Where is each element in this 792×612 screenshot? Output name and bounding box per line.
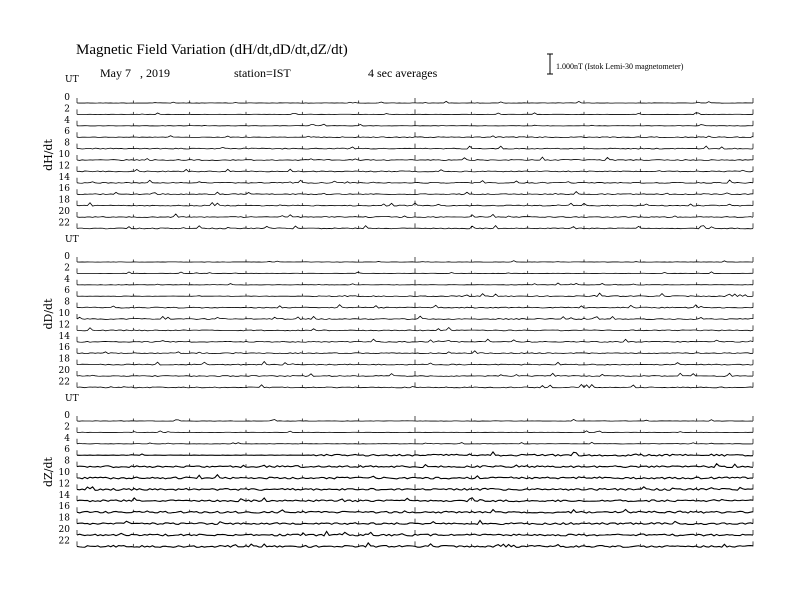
trace-row xyxy=(59,343,753,353)
row-label: 6 xyxy=(64,127,70,138)
row-label: 14 xyxy=(58,331,70,342)
trace-row xyxy=(64,263,753,273)
trace-row xyxy=(64,139,753,149)
row-label: 18 xyxy=(58,195,70,206)
row-label: 6 xyxy=(64,445,70,456)
trace-row xyxy=(59,468,753,479)
station-label: station=IST xyxy=(234,66,291,80)
trace-row xyxy=(64,434,753,444)
trace-row xyxy=(59,536,753,547)
trace-row xyxy=(59,332,753,342)
row-label: 6 xyxy=(64,286,70,297)
row-label: 22 xyxy=(58,377,70,388)
row-label: 20 xyxy=(58,207,70,217)
trace-row xyxy=(59,320,753,330)
row-label: 2 xyxy=(64,422,70,433)
averaging-label: 4 sec averages xyxy=(368,66,438,80)
trace-row xyxy=(64,457,753,468)
ut-label: UT xyxy=(65,394,79,404)
row-label: 2 xyxy=(64,104,70,115)
ut-label: UT xyxy=(65,235,79,245)
trace-row xyxy=(59,479,753,490)
row-label: 12 xyxy=(58,479,70,490)
trace-row xyxy=(59,196,753,206)
trace-row xyxy=(59,366,753,376)
trace-row xyxy=(59,309,753,319)
trace-row xyxy=(59,525,753,536)
trace-row xyxy=(59,161,753,171)
row-label: 14 xyxy=(58,172,70,183)
row-label: 18 xyxy=(58,354,70,365)
trace-row xyxy=(64,104,753,114)
trace-row xyxy=(59,184,753,194)
row-label: 12 xyxy=(58,161,70,172)
component-label: dZ/dt xyxy=(42,457,55,487)
trace-row xyxy=(59,207,753,217)
row-label: 16 xyxy=(58,502,70,513)
row-label: 10 xyxy=(58,468,70,478)
row-label: 8 xyxy=(64,138,70,149)
trace-row xyxy=(59,173,753,183)
row-label: 0 xyxy=(64,252,70,262)
trace-row xyxy=(64,116,753,126)
panel-dzdt xyxy=(42,394,753,547)
trace-row xyxy=(64,275,753,285)
row-label: 16 xyxy=(58,184,70,195)
panel-dhdt xyxy=(42,75,753,229)
row-label: 8 xyxy=(64,456,70,467)
row-label: 0 xyxy=(64,93,70,103)
trace-row xyxy=(64,252,753,262)
row-label: 16 xyxy=(58,343,70,354)
scale-label: 1.000nT (Istok Lemi-30 magnetometer) xyxy=(556,62,684,71)
row-label: 22 xyxy=(58,218,70,229)
date-label: May 7 , 2019 xyxy=(100,66,170,80)
scale-bar xyxy=(547,54,553,74)
panel-dddt xyxy=(42,235,753,388)
row-label: 4 xyxy=(64,115,70,126)
trace-row xyxy=(64,286,753,296)
row-label: 4 xyxy=(64,274,70,285)
row-label: 8 xyxy=(64,297,70,308)
trace-row xyxy=(64,422,753,432)
trace-row xyxy=(59,514,753,525)
row-label: 4 xyxy=(64,433,70,444)
row-label: 10 xyxy=(58,309,70,319)
trace-row xyxy=(59,355,753,365)
trace-row xyxy=(64,445,753,456)
trace-row xyxy=(64,127,753,137)
row-label: 20 xyxy=(58,366,70,376)
trace-row xyxy=(59,377,753,387)
component-label: dH/dt xyxy=(42,139,55,171)
trace-row xyxy=(59,491,753,502)
trace-row xyxy=(64,411,753,421)
row-label: 18 xyxy=(58,513,70,524)
row-label: 14 xyxy=(58,490,70,501)
trace-row xyxy=(59,502,753,513)
ut-label: UT xyxy=(65,75,79,85)
trace-row xyxy=(64,298,753,308)
trace-row xyxy=(64,93,753,103)
trace-row xyxy=(59,218,753,228)
row-label: 10 xyxy=(58,150,70,160)
row-label: 20 xyxy=(58,525,70,535)
row-label: 22 xyxy=(58,536,70,547)
row-label: 2 xyxy=(64,263,70,274)
row-label: 12 xyxy=(58,320,70,331)
row-label: 0 xyxy=(64,411,70,421)
trace-row xyxy=(59,150,753,160)
component-label: dD/dt xyxy=(42,298,55,330)
chart-title: Magnetic Field Variation (dH/dt,dD/dt,dZ/dt) xyxy=(76,42,348,58)
